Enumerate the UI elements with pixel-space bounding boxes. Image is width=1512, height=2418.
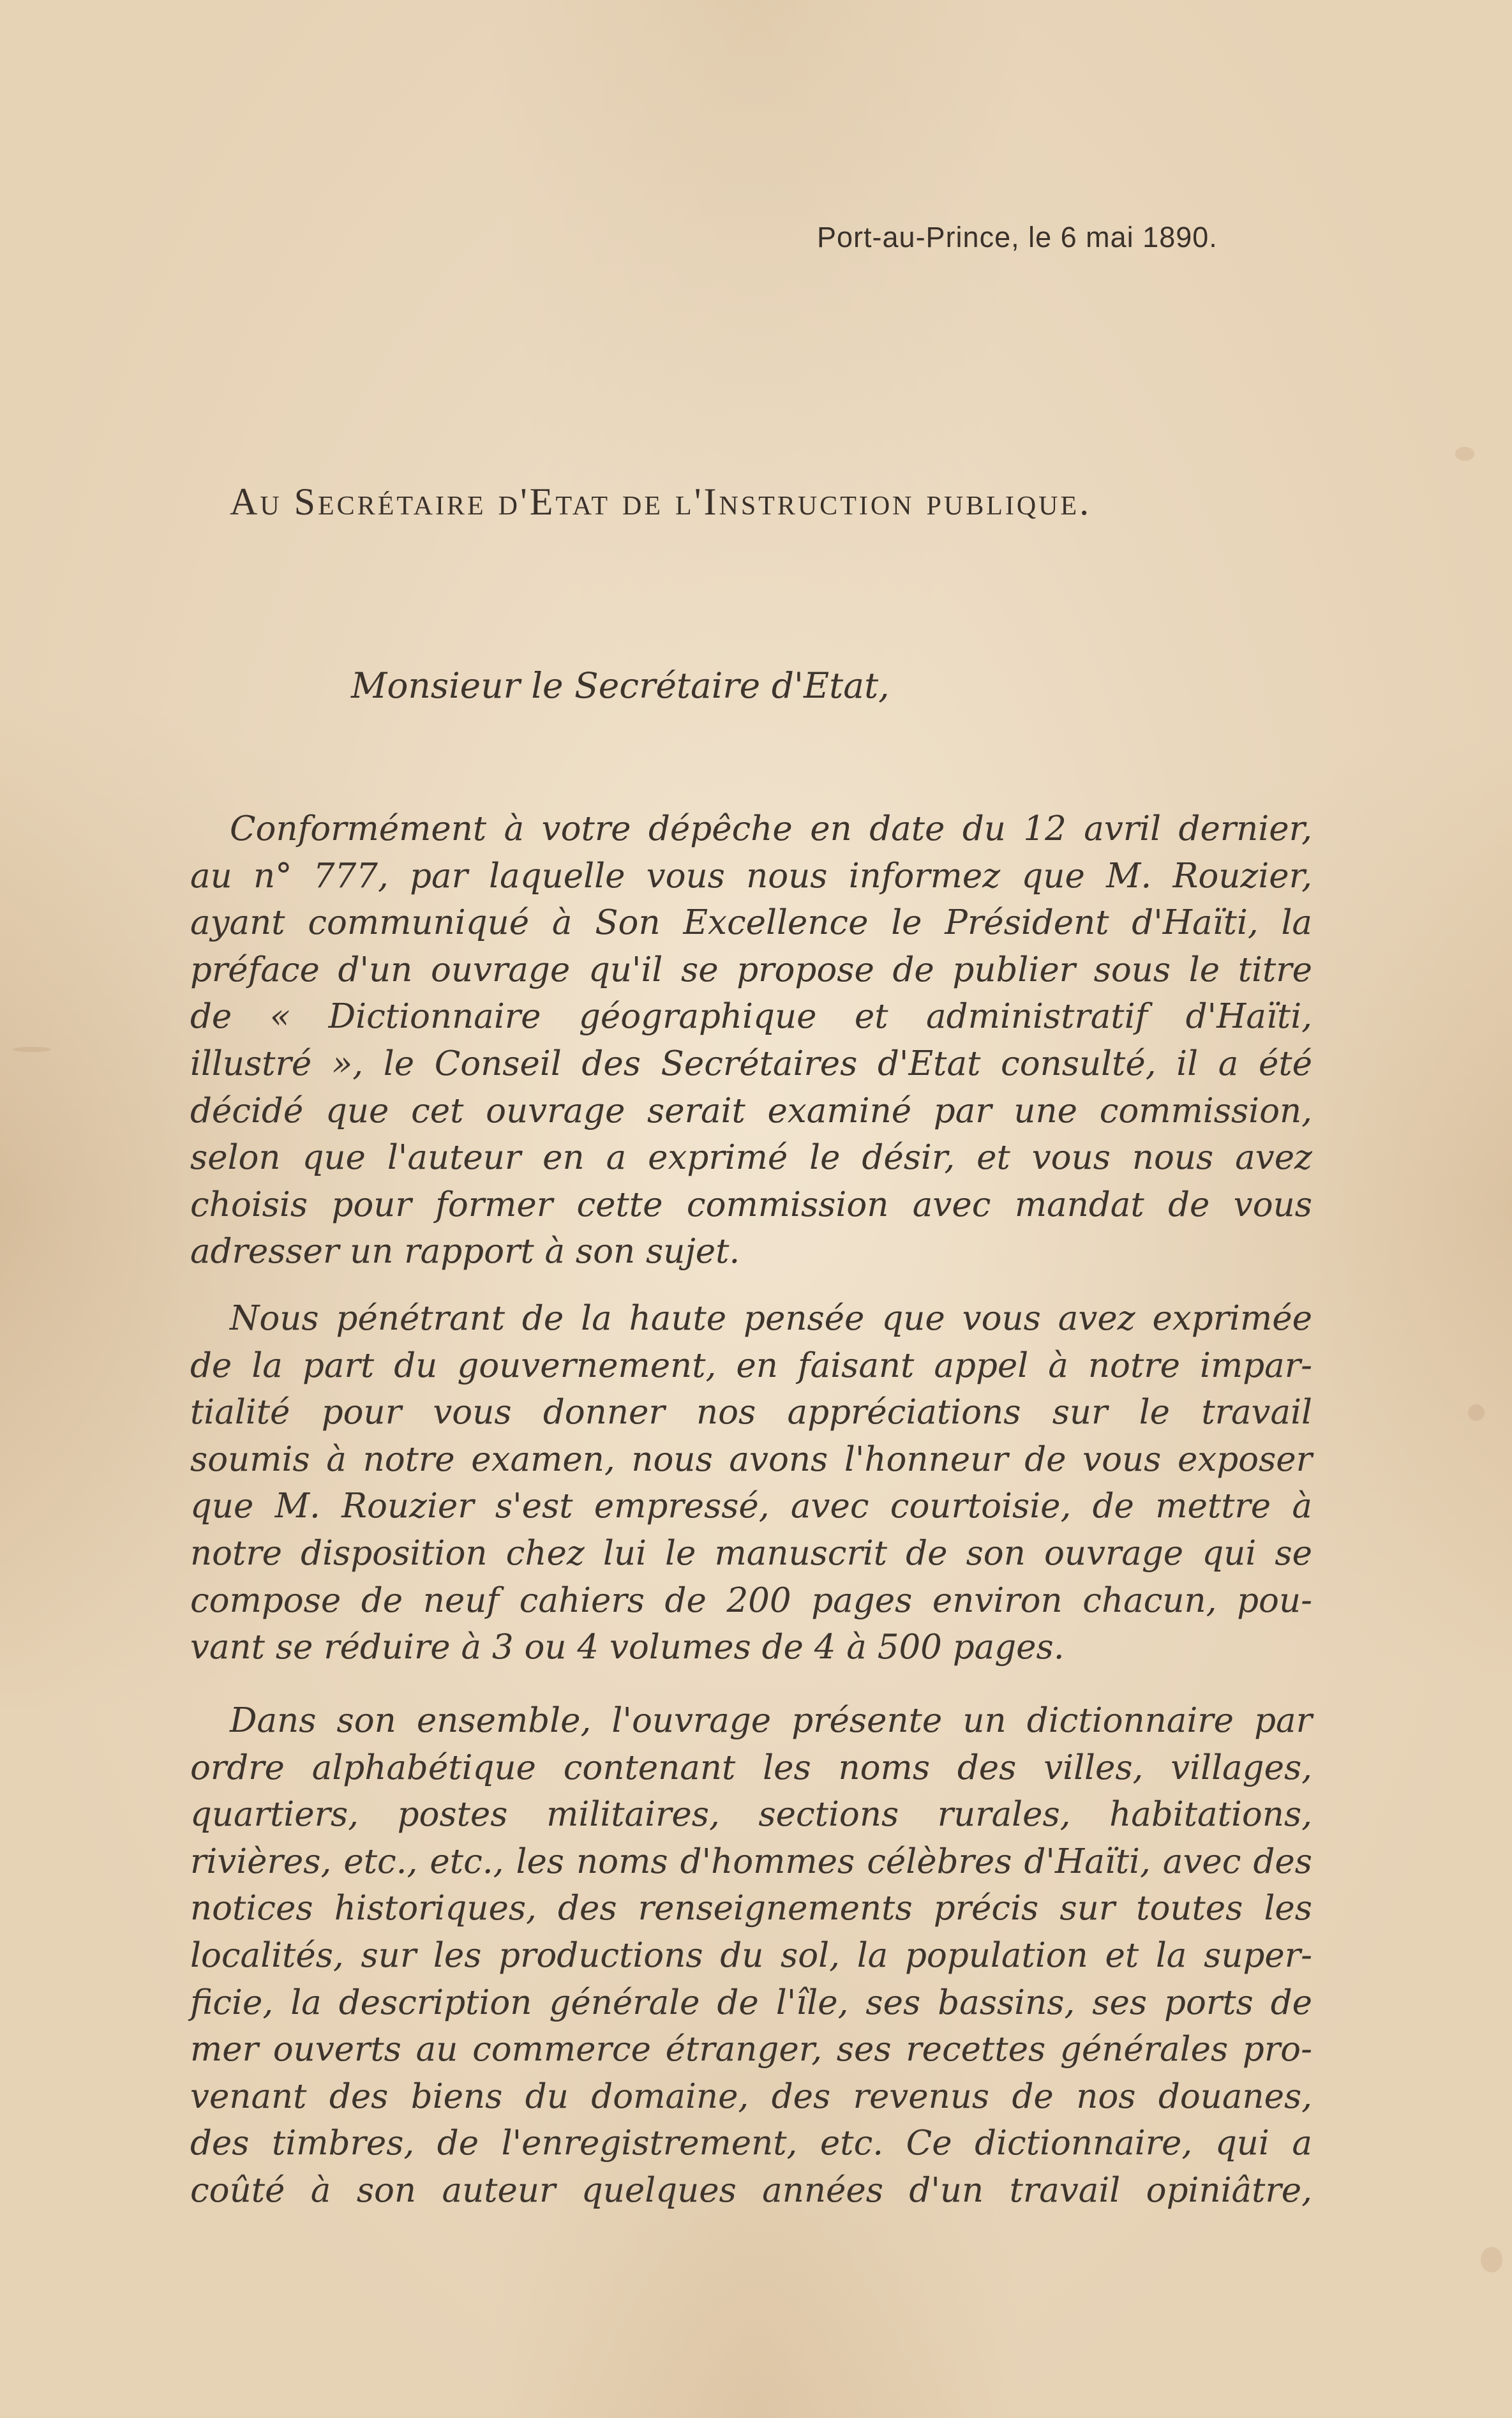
text-line: de « Dictionnaire géographique et administratif d'Haïti, [190, 997, 1312, 1037]
text-line: préface d'un ouvrage qu'il se propose de publier sous le titre [190, 950, 1312, 989]
paragraph-2 [190, 1295, 1312, 1671]
text-line: ficie, la description générale de l'île, ses bassins, ses ports de [190, 1983, 1312, 2022]
text-line: décidé que cet ouvrage serait examiné par une commission, [190, 1091, 1312, 1130]
text-line: selon que l'auteur en a exprimé le désir, et vous nous avez [190, 1138, 1312, 1178]
paper-stain [1455, 447, 1474, 461]
text-line: de la part du gouvernement, en faisant appel à notre impar- [190, 1346, 1312, 1385]
text-line: quartiers, postes militaires, sections rurales, habitations, [190, 1795, 1312, 1835]
paper-stain [1468, 1404, 1485, 1421]
text-line: mer ouverts au commerce étranger, ses recettes générales pro- [190, 2030, 1312, 2069]
text-line: adresser un rapport à son sujet. [190, 1232, 740, 1272]
salutation: Monsieur le Secrétaire d'Etat, [351, 665, 890, 706]
text-line: rivières, etc., etc., les noms d'hommes célèbres d'Haïti, avec des [190, 1842, 1312, 1881]
paper-stain [13, 1047, 51, 1052]
text-line: venant des biens du domaine, des revenus de nos douanes, [190, 2076, 1312, 2116]
text-line: notre disposition chez lui le manuscrit de son ouvrage qui se [190, 1533, 1312, 1573]
text-line: que M. Rouzier s'est empressé, avec courtoisie, de mettre à [190, 1487, 1312, 1526]
text-line: tialité pour vous donner nos appréciations sur le travail [190, 1393, 1312, 1432]
text-line: Dans son ensemble, l'ouvrage présente un dictionnaire par [230, 1701, 1312, 1740]
date-line: Port-au-Prince, le 6 mai 1890. [817, 221, 1218, 253]
address-line: Au Secrétaire d'Etat de l'Instruction publique. [230, 481, 1092, 523]
text-line: compose de neuf cahiers de 200 pages environ chacun, pou- [190, 1581, 1312, 1620]
text-line: illustré », le Conseil des Secrétaires d'Etat consulté, il a été [190, 1044, 1312, 1083]
text-line: localités, sur les productions du sol, la population et la super- [190, 1935, 1312, 1975]
text-line: Nous pénétrant de la haute pensée que vous avez exprimée [230, 1299, 1312, 1338]
text-line: vant se réduire à 3 ou 4 volumes de 4 à 500 pages. [190, 1628, 1065, 1667]
paper-stain [1481, 2247, 1502, 2272]
text-line: choisis pour former cette commission avec mandat de vous [190, 1185, 1312, 1224]
text-line: Conformément à votre dépêche en date du 12 avril dernier, [230, 809, 1312, 848]
paragraph-3 [190, 1697, 1312, 2214]
text-line: au n° 777, par laquelle vous nous informez que M. Rouzier, [190, 856, 1312, 896]
text-line: ordre alphabétique contenant les noms des villes, villages, [190, 1748, 1312, 1787]
text-line: ayant communiqué à Son Excellence le Président d'Haïti, la [190, 903, 1312, 943]
text-line: notices historiques, des renseignements précis sur toutes les [190, 1889, 1312, 1928]
text-line: coûté à son auteur quelques années d'un travail opiniâtre, [190, 2170, 1312, 2210]
text-line: des timbres, de l'enregistrement, etc. Ce dictionnaire, qui a [190, 2124, 1312, 2163]
text-line: soumis à notre examen, nous avons l'honneur de vous exposer [190, 1439, 1312, 1479]
paragraph-1 [190, 806, 1312, 1275]
